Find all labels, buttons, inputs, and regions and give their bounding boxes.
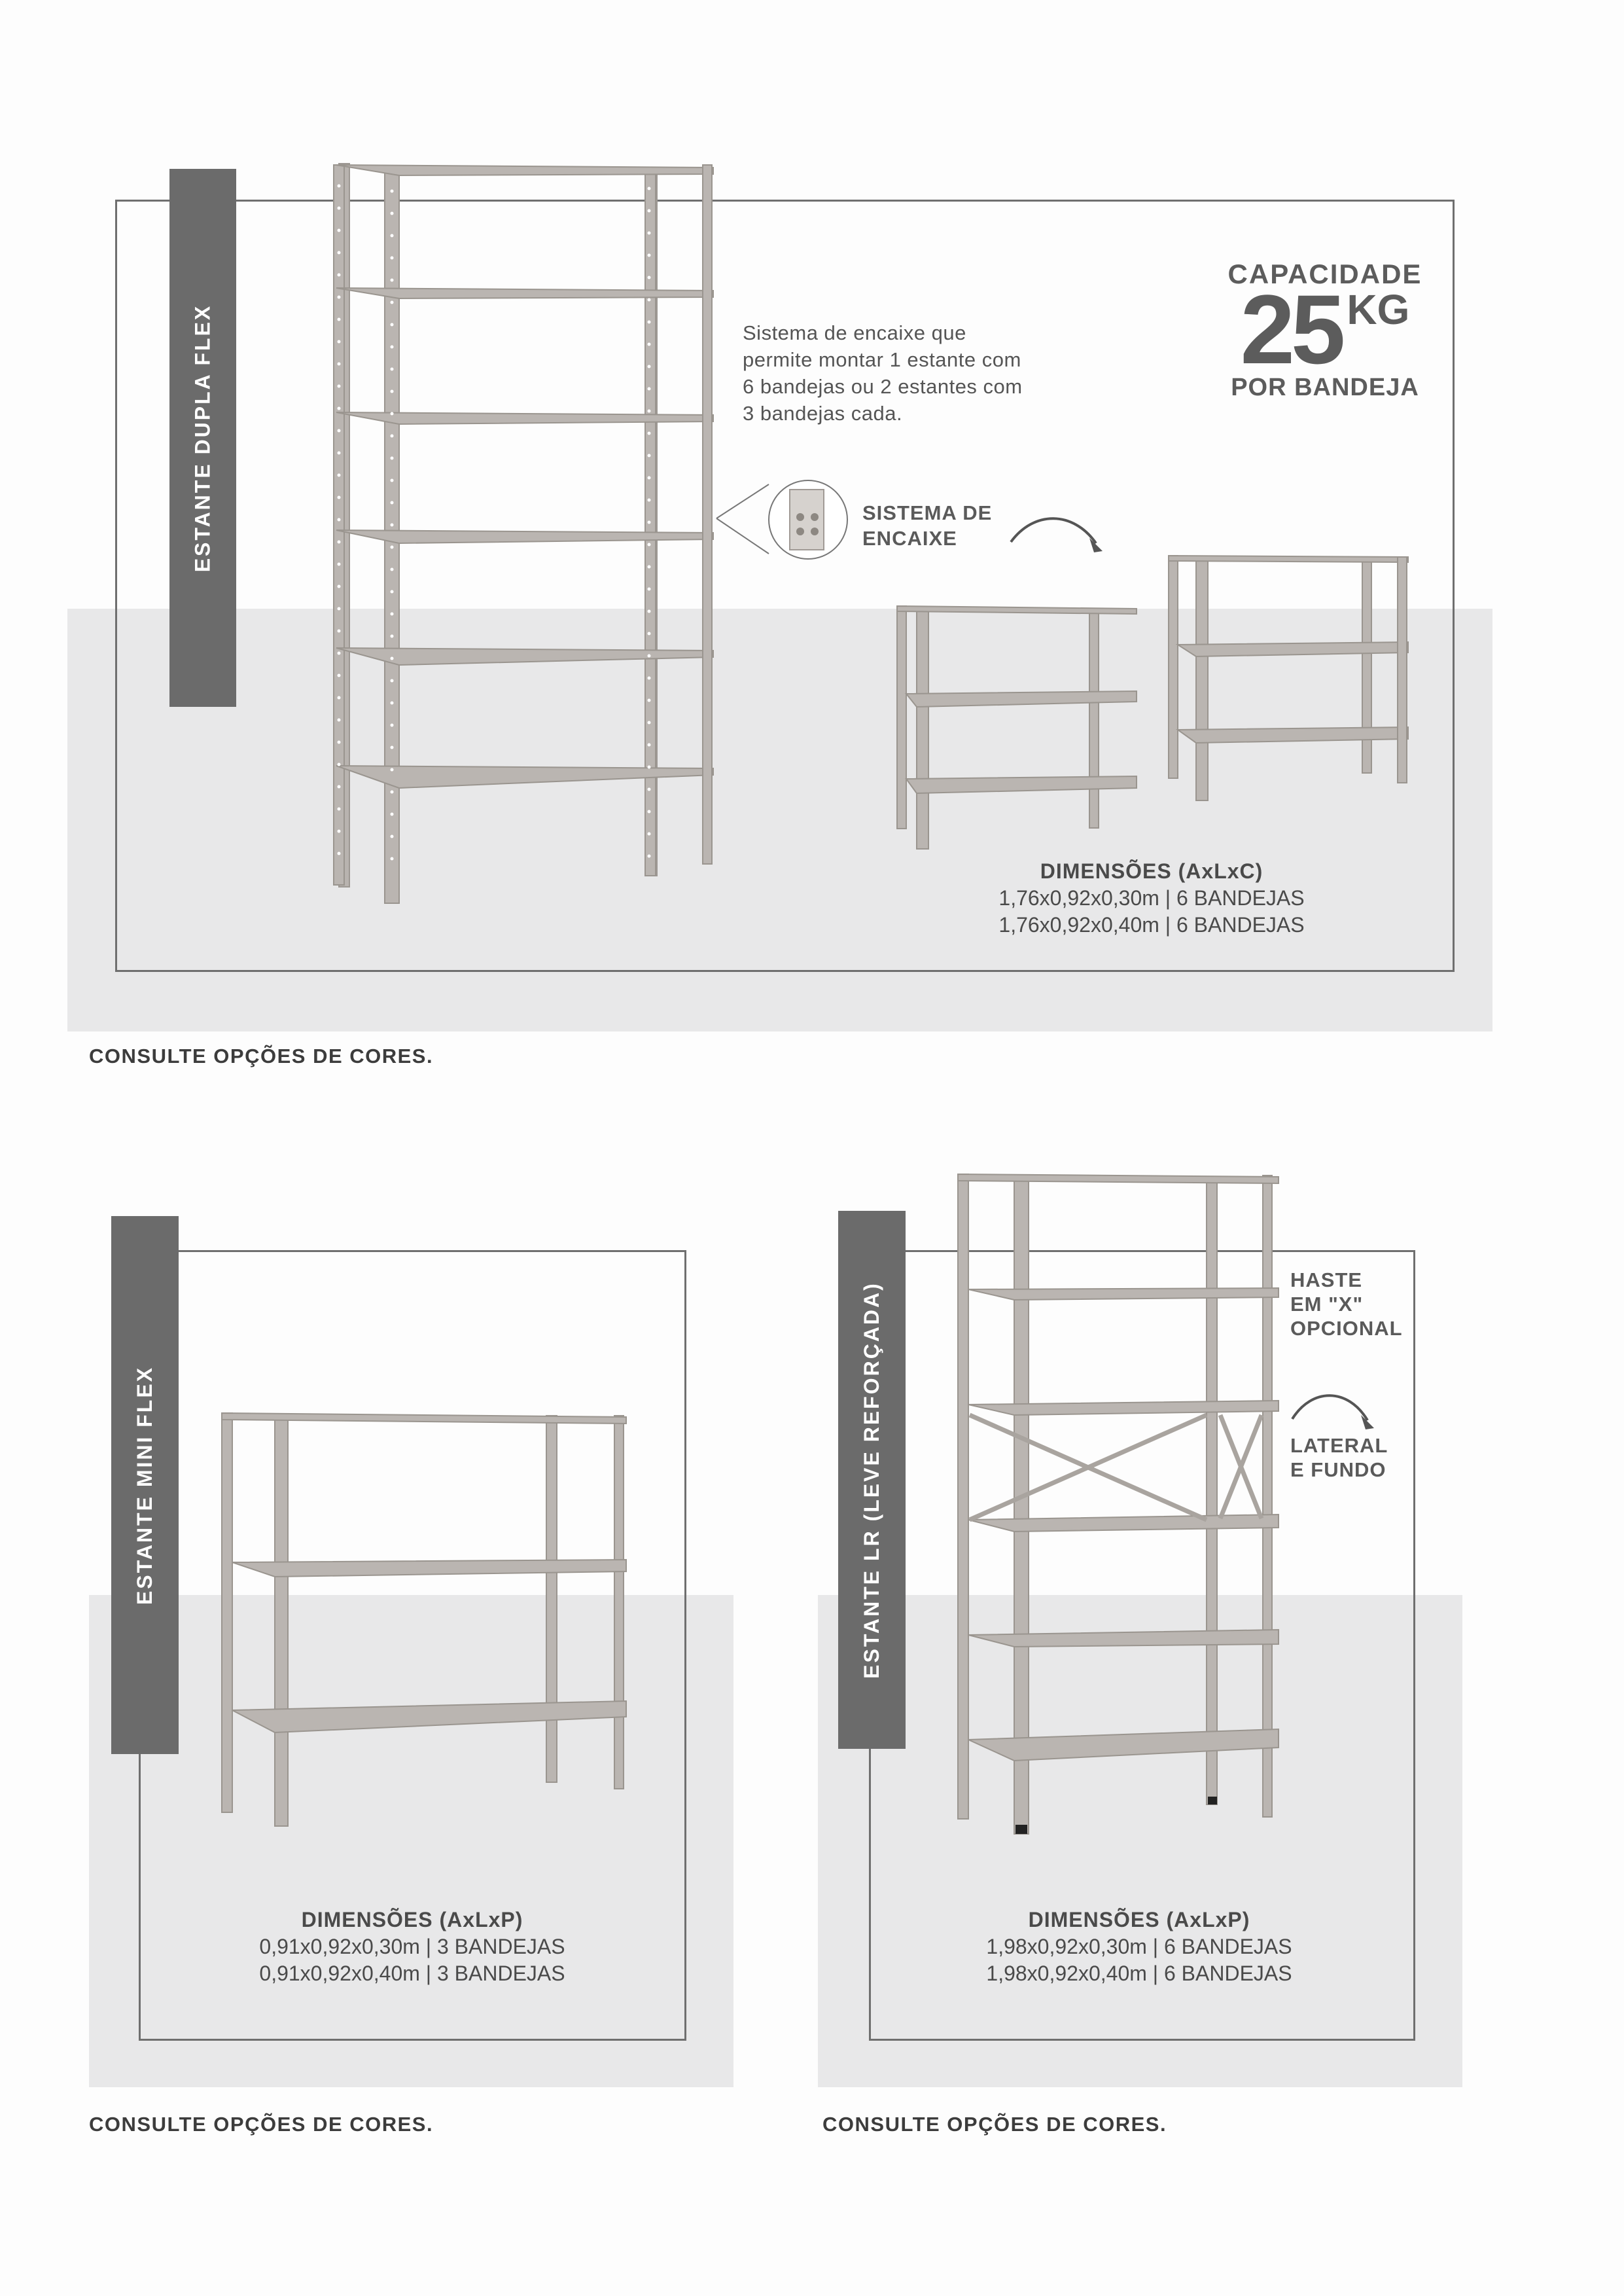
bottom-left-tab — [111, 1216, 179, 1754]
post-hole — [391, 746, 394, 749]
post-hole — [338, 563, 341, 566]
top-dims-line2: 1,76x0,92x0,40m | 6 BANDEJAS — [998, 913, 1305, 937]
bottom-right-tab — [838, 1211, 906, 1749]
system-label-line2: ENCAIXE — [862, 527, 957, 550]
lateral-label — [1290, 1433, 1388, 1482]
haste-line3: OPCIONAL — [1290, 1317, 1403, 1340]
top-dimensions — [949, 858, 1354, 939]
post-hole — [338, 541, 341, 544]
post-hole — [648, 810, 651, 814]
capacity-number: 25 — [1240, 274, 1342, 384]
shelf-dupla-flex-drawing — [327, 157, 733, 903]
post-hole — [338, 452, 341, 455]
post-hole — [391, 501, 394, 505]
post-hole — [648, 588, 651, 591]
post-hole — [648, 565, 651, 569]
post-hole — [391, 524, 394, 527]
shelf-tray — [336, 288, 713, 298]
post-hole — [338, 808, 341, 811]
post-hole — [338, 674, 341, 677]
post-hole — [391, 368, 394, 371]
shelf-tray — [336, 530, 713, 543]
top-tab — [169, 169, 236, 707]
haste-line2: EM "X" — [1290, 1293, 1364, 1316]
post-hole — [338, 630, 341, 633]
post-hole — [648, 410, 651, 413]
post-hole — [391, 679, 394, 683]
post-hole — [391, 635, 394, 638]
post-hole — [648, 254, 651, 257]
post-hole — [391, 568, 394, 571]
shelf-lr-illustration — [955, 1172, 1282, 1839]
bottom-left-dims-line2: 0,91x0,92x0,40m | 3 BANDEJAS — [259, 1962, 565, 1985]
post-hole — [338, 296, 341, 299]
top-dims-title: DIMENSÕES (AxLxC) — [1040, 859, 1263, 883]
post-hole — [391, 857, 394, 861]
post-hole — [391, 657, 394, 660]
post-hole — [391, 702, 394, 705]
post-hole — [648, 499, 651, 502]
shelf-post — [703, 165, 712, 864]
post-hole — [338, 607, 341, 611]
top-description: Sistema de encaixe que permite montar 1 estante com 6 bandejas ou 2 estantes com 3 bandejas cada. — [743, 321, 1023, 425]
post-hole — [338, 363, 341, 366]
post-hole — [338, 830, 341, 833]
system-label-line1: SISTEMA DE — [862, 501, 993, 524]
post-hole — [648, 543, 651, 547]
top-color-note: CONSULTE OPÇÕES DE CORES. — [89, 1045, 434, 1067]
post-hole — [648, 699, 651, 702]
shelf-tray — [336, 165, 713, 175]
post-hole — [648, 187, 651, 190]
post-hole — [391, 412, 394, 416]
post-hole — [648, 855, 651, 858]
bottom-left-dims-title: DIMENSÕES (AxLxP) — [301, 1908, 523, 1931]
post-hole — [391, 435, 394, 438]
post-hole — [648, 232, 651, 235]
post-hole — [391, 724, 394, 727]
bottom-left-color-note: CONSULTE OPÇÕES DE CORES. — [89, 2113, 434, 2136]
bottom-left-dims-line1: 0,91x0,92x0,30m | 3 BANDEJAS — [259, 1935, 565, 1958]
post-hole — [648, 209, 651, 213]
system-label — [862, 500, 992, 551]
post-hole — [648, 343, 651, 346]
post-hole — [391, 835, 394, 838]
post-hole — [338, 785, 341, 789]
curved-arrow-icon — [1008, 511, 1106, 556]
post-hole — [391, 346, 394, 349]
top-tab-title: ESTANTE DUPLA FLEX — [190, 304, 215, 572]
capacity-block — [1217, 259, 1433, 402]
bottom-right-dimensions — [943, 1907, 1335, 1987]
post-hole — [648, 276, 651, 279]
post-hole — [338, 207, 341, 210]
post-hole — [338, 274, 341, 277]
post-hole — [338, 741, 341, 744]
post-hole — [338, 340, 341, 344]
post-hole — [648, 788, 651, 791]
post-hole — [391, 234, 394, 238]
haste-line1: HASTE — [1290, 1268, 1363, 1291]
post-hole — [391, 768, 394, 772]
bottom-right-dims-title: DIMENSÕES (AxLxP) — [1028, 1908, 1250, 1931]
post-hole — [648, 766, 651, 769]
post-hole — [391, 323, 394, 327]
post-hole — [391, 190, 394, 193]
post-hole — [391, 301, 394, 304]
post-hole — [338, 474, 341, 477]
bottom-left-dimensions — [216, 1907, 609, 1987]
capacity-unit: KG — [1347, 286, 1410, 333]
post-hole — [648, 833, 651, 836]
capacity-sub: POR BANDEJA — [1231, 374, 1419, 401]
post-hole — [648, 655, 651, 658]
post-hole — [338, 385, 341, 388]
shelf-tray — [336, 648, 713, 665]
post-hole — [648, 298, 651, 302]
post-hole — [648, 610, 651, 613]
post-hole — [338, 585, 341, 588]
bottom-right-tab-title: ESTANTE LR (LEVE REFORÇADA) — [860, 1281, 883, 1679]
post-hole — [648, 321, 651, 324]
shelf-3-trays-left-illustration — [893, 602, 1142, 851]
curved-arrow-icon — [1289, 1388, 1381, 1433]
post-hole — [338, 496, 341, 499]
post-hole — [648, 387, 651, 391]
post-hole — [648, 432, 651, 435]
post-hole — [391, 457, 394, 460]
post-hole — [391, 613, 394, 616]
post-hole — [648, 454, 651, 457]
haste-label — [1290, 1268, 1403, 1340]
post-hole — [338, 719, 341, 722]
bottom-left-tab-title: ESTANTE MINI FLEX — [133, 1365, 157, 1605]
top-dims-line1: 1,76x0,92x0,30m | 6 BANDEJAS — [998, 886, 1305, 910]
post-hole — [391, 390, 394, 393]
post-hole — [391, 546, 394, 549]
post-hole — [338, 318, 341, 321]
bottom-right-dims-line1: 1,98x0,92x0,30m | 6 BANDEJAS — [986, 1935, 1292, 1958]
post-hole — [338, 518, 341, 522]
bottom-right-color-note: CONSULTE OPÇÕES DE CORES. — [822, 2113, 1167, 2136]
shelf-mini-flex-illustration — [219, 1410, 631, 1829]
post-hole — [338, 229, 341, 232]
capacity-title: CAPACIDADE — [1227, 259, 1422, 289]
post-hole — [338, 429, 341, 433]
post-hole — [391, 590, 394, 594]
post-hole — [391, 257, 394, 260]
shelf-3-trays-right-illustration — [1165, 553, 1413, 802]
bottom-right-dims-line2: 1,98x0,92x0,40m | 6 BANDEJAS — [986, 1962, 1292, 1985]
lateral-line1: LATERAL — [1290, 1434, 1388, 1457]
post-hole — [648, 744, 651, 747]
post-hole — [648, 365, 651, 368]
post-hole — [648, 476, 651, 480]
connector-detail-icon — [716, 478, 854, 563]
lateral-line2: E FUNDO — [1290, 1458, 1386, 1481]
post-hole — [338, 763, 341, 766]
post-hole — [648, 632, 651, 636]
post-hole — [648, 677, 651, 680]
post-hole — [338, 407, 341, 410]
post-hole — [338, 852, 341, 855]
post-hole — [391, 279, 394, 282]
post-hole — [391, 212, 394, 215]
post-hole — [338, 251, 341, 255]
post-hole — [648, 521, 651, 524]
post-hole — [391, 479, 394, 482]
post-hole — [338, 185, 341, 188]
post-hole — [391, 813, 394, 816]
post-hole — [391, 791, 394, 794]
post-hole — [338, 652, 341, 655]
post-hole — [338, 696, 341, 700]
post-hole — [648, 721, 651, 725]
